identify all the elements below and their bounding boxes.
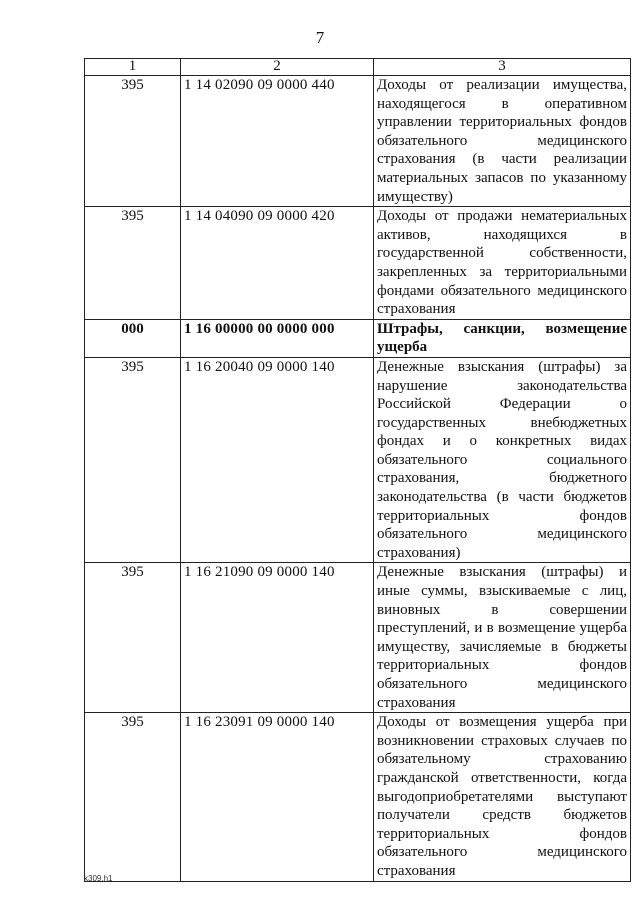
description-cell: Доходы от продажи нематериальных активов, находящихся в государственной собственности, закрепленных за территориальными фондами обязательного медицинского страхования <box>374 207 631 320</box>
budget-code-cell: 1 16 21090 09 0000 140 <box>181 563 374 713</box>
admin-code-cell: 395 <box>85 713 181 881</box>
column-header-1: 1 <box>85 59 181 76</box>
admin-code-cell: 000 <box>85 319 181 357</box>
budget-code-cell: 1 16 00000 00 0000 000 <box>181 319 374 357</box>
table-row-section-heading <box>85 319 631 357</box>
page-number: 7 <box>315 28 325 47</box>
footer-file-label: k309.h1 <box>84 874 113 883</box>
table-body <box>85 76 631 882</box>
admin-code-cell: 395 <box>85 76 181 207</box>
description-cell: Денежные взыскания (штрафы) за нарушение законодательства Российской Федерации о государственных внебюджетных фондах и о конкретных видах обязательного социального страхования, бюджетного законодательства (в части бюджетов территориальных фондов обязательного медицинского страхования) <box>374 357 631 563</box>
table-row <box>85 563 631 713</box>
budget-code-cell: 1 14 04090 09 0000 420 <box>181 207 374 320</box>
budget-code-cell: 1 16 23091 09 0000 140 <box>181 713 374 881</box>
admin-code-cell: 395 <box>85 207 181 320</box>
table-header <box>85 59 631 76</box>
budget-code-cell: 1 16 20040 09 0000 140 <box>181 357 374 563</box>
description-cell: Доходы от возмещения ущерба при возникновении страховых случаев по обязательному страхованию гражданской ответственности, когда выгодоприобретателями выступают получатели средств бюджетов территориальных фондов обязательного медицинского страхования <box>374 713 631 881</box>
description-cell: Штрафы, санкции, возмещение ущерба <box>374 319 631 357</box>
column-header-2: 2 <box>181 59 374 76</box>
table-row <box>85 357 631 563</box>
admin-code-cell: 395 <box>85 357 181 563</box>
table-row <box>85 207 631 320</box>
table-row <box>85 76 631 207</box>
description-cell: Денежные взыскания (штрафы) и иные суммы, взыскиваемые с лиц, виновных в совершении преступлений, и в возмещение ущерба имуществу, зачисляемые в бюджеты территориальных фондов обязательного медицинского страхования <box>374 563 631 713</box>
column-header-3: 3 <box>374 59 631 76</box>
admin-code-cell: 395 <box>85 563 181 713</box>
table-row <box>85 713 631 881</box>
budget-revenue-table <box>84 58 631 882</box>
description-cell: Доходы от реализации имущества, находящегося в оперативном управлении территориальных фондов обязательного медицинского страхования (в части реализации материальных запасов по указанному имуществу) <box>374 76 631 207</box>
budget-code-cell: 1 14 02090 09 0000 440 <box>181 76 374 207</box>
